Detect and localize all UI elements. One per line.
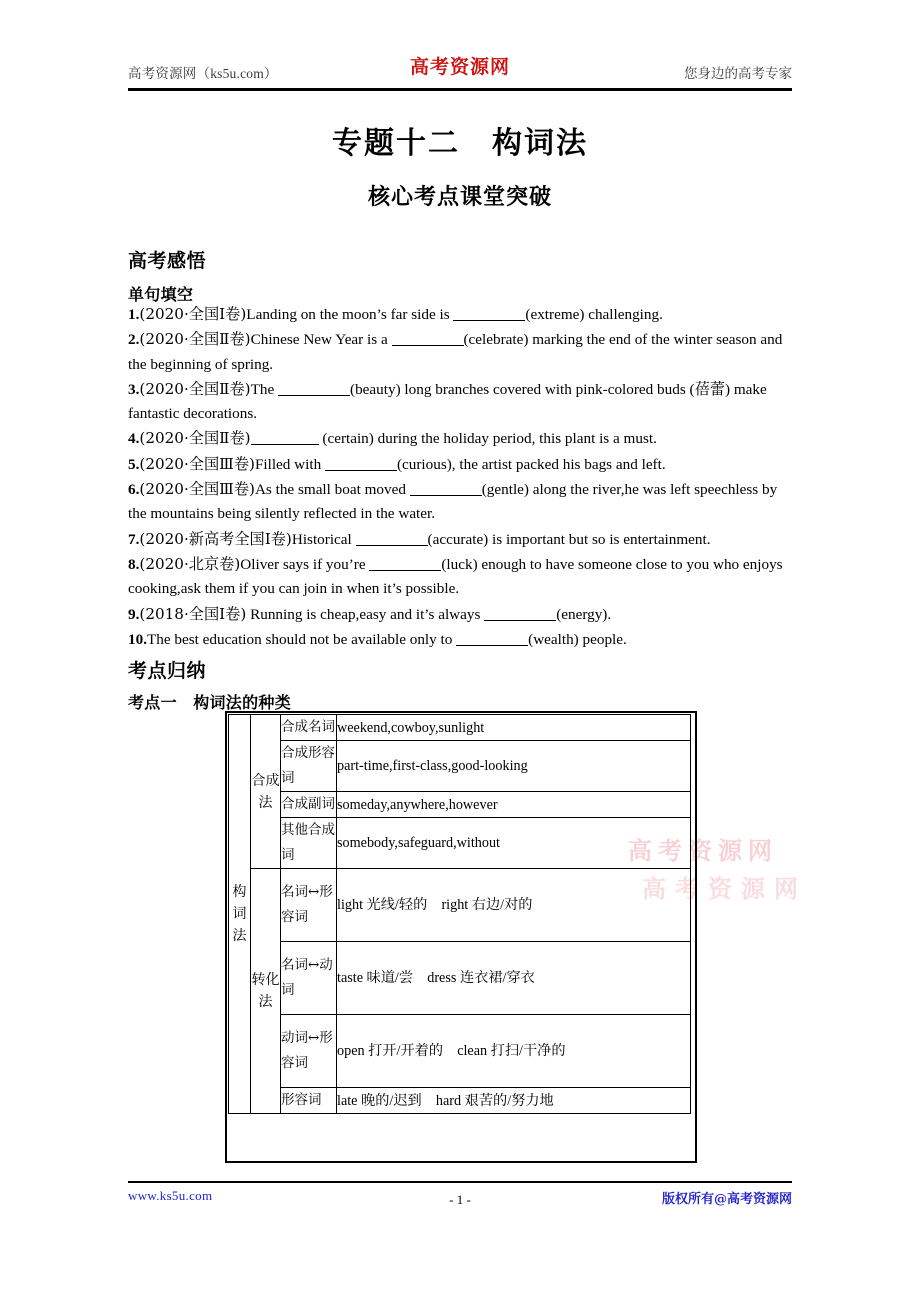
section-heading-summary: 考点归纳 <box>128 660 207 682</box>
question-text-after: (certain) during the holiday period, this plant is a must. <box>318 430 657 448</box>
table-row <box>229 792 691 818</box>
question-source: (2020·全国Ⅱ卷) <box>139 379 251 398</box>
question-text-after: (accurate) is important but so is entertainment. <box>427 530 711 548</box>
table-row <box>229 1088 691 1114</box>
question-text-after: (luck) enough to have someone close to you who enjoys cooking,ask them if you can join in when it’s possible. <box>128 555 783 598</box>
header-divider <box>128 88 792 91</box>
table-cell-kind: 名词↔动词 <box>281 942 337 1015</box>
answer-blank[interactable] <box>484 620 556 621</box>
question-text-after: (energy). <box>556 605 612 623</box>
answer-blank[interactable] <box>251 444 319 445</box>
question-text-after: (beauty) long branches covered with pink-colored buds (蓓蕾) make fantastic decorations. <box>128 380 767 423</box>
question-source: (2020·全国Ⅰ卷) <box>139 305 247 323</box>
page-subtitle: 核心考点课堂突破 <box>367 185 552 210</box>
table-cell-examples: weekend,cowboy,sunlight <box>337 715 691 741</box>
watermark-line-1: 高考资源网 <box>628 836 778 865</box>
question-number: 5. <box>128 455 140 473</box>
question-text-before: The <box>250 380 279 398</box>
question-text-before: Chinese New Year is a <box>250 331 392 349</box>
question-text-before: Filled with <box>254 455 325 473</box>
table-cell-kind: 动词↔形容词 <box>281 1015 337 1088</box>
question-item <box>128 302 796 327</box>
question-number: 3. <box>128 380 140 398</box>
watermark-line-2: 高考资源网 <box>642 874 807 903</box>
table-cell-examples: late 晚的/迟到 hard 艰苦的/努力地 <box>337 1088 691 1114</box>
question-source: (2020·北京卷) <box>139 554 241 573</box>
answer-blank[interactable] <box>456 645 528 646</box>
question-item <box>128 627 796 652</box>
word-formation-table <box>228 714 691 1114</box>
question-number: 7. <box>128 530 140 548</box>
answer-blank[interactable] <box>369 570 441 571</box>
header-site-name: 高考资源网（ks5u.com） <box>128 66 278 81</box>
question-item <box>128 477 796 527</box>
question-text-before: Running is cheap,easy and it’s always <box>246 605 485 623</box>
question-text-after: (wealth) people. <box>528 630 627 648</box>
table-cell-examples: open 打开/开着的 clean 打扫/干净的 <box>337 1015 691 1088</box>
footer-copyright: 版权所有@高考资源网 <box>661 1192 792 1207</box>
question-source: (2020·全国Ⅱ卷) <box>139 429 251 448</box>
footer-divider <box>128 1181 792 1183</box>
question-number: 2. <box>128 331 140 349</box>
answer-blank[interactable] <box>278 395 350 396</box>
page-footer <box>128 1188 792 1212</box>
question-number: 4. <box>128 430 140 448</box>
question-number: 6. <box>128 481 140 499</box>
question-item <box>128 527 796 552</box>
table-row <box>229 715 691 741</box>
question-source: (2020·全国Ⅱ卷) <box>139 330 251 349</box>
question-text-before: Historical <box>291 530 356 548</box>
table-row <box>229 869 691 942</box>
table-cell-examples: someday,anywhere,however <box>337 792 691 818</box>
question-item <box>128 452 796 477</box>
question-text-after: (curious), the artist packed his bags and left. <box>396 455 666 473</box>
section-heading-point-one: 考点一 构词法的种类 <box>128 693 292 712</box>
table-cell-root-label: 构词法 <box>229 715 251 1114</box>
table-row <box>229 741 691 792</box>
answer-blank[interactable] <box>453 320 525 321</box>
table-cell-kind: 其他合成词 <box>281 818 337 869</box>
question-source: (2020·新高考全国Ⅰ卷) <box>139 529 292 548</box>
table-cell-group-label: 转化法 <box>251 869 281 1114</box>
question-text-after: (extreme) challenging. <box>525 306 663 323</box>
answer-blank[interactable] <box>356 545 428 546</box>
page-title: 专题十二 构词法 <box>332 126 588 161</box>
question-text-before: Landing on the moon’s far side is <box>246 306 454 323</box>
table-row <box>229 942 691 1015</box>
footer-page-number: - 1 - <box>449 1192 471 1207</box>
question-item <box>128 552 796 602</box>
question-item <box>128 327 796 377</box>
question-item <box>128 602 796 627</box>
question-number: 9. <box>128 605 140 623</box>
question-number: 8. <box>128 555 140 573</box>
table-cell-examples: somebody,safeguard,without <box>337 818 691 869</box>
question-text-before: The best education should not be available only to <box>146 630 457 648</box>
answer-blank[interactable] <box>392 345 464 346</box>
answer-blank[interactable] <box>325 470 397 471</box>
header-logo: 高考资源网 <box>409 56 511 78</box>
footer-website-link[interactable]: www.ks5u.com <box>128 1188 213 1203</box>
question-list <box>128 302 796 652</box>
header-slogan: 您身边的高考专家 <box>684 66 792 81</box>
table-cell-examples: light 光线/轻的 right 右边/对的 <box>337 869 691 942</box>
section-heading-fill-blank: 单句填空 <box>128 285 194 304</box>
question-source: (2018·全国Ⅰ卷) <box>139 604 247 623</box>
table-cell-group-label: 合成法 <box>251 715 281 869</box>
table-row <box>229 818 691 869</box>
table-cell-kind: 形容词 <box>281 1088 337 1114</box>
question-number: 1. <box>128 306 140 323</box>
table-cell-examples: part-time,first-class,good-looking <box>337 741 691 792</box>
question-item <box>128 426 796 451</box>
question-source: (2020·全国Ⅲ卷) <box>139 480 255 499</box>
table-cell-examples: taste 味道/尝 dress 连衣裙/穿衣 <box>337 942 691 1015</box>
answer-blank[interactable] <box>410 495 482 496</box>
question-number: 10. <box>128 630 147 648</box>
table-cell-kind: 合成形容词 <box>281 741 337 792</box>
question-text-after: (celebrate) marking the end of the winter season and the beginning of spring. <box>128 331 783 373</box>
table-cell-kind: 合成副词 <box>281 792 337 818</box>
section-heading-insight: 高考感悟 <box>128 250 207 272</box>
question-source: (2020·全国Ⅲ卷) <box>139 454 255 473</box>
table-cell-kind: 合成名词 <box>281 715 337 741</box>
table-row <box>229 1015 691 1088</box>
table-cell-kind: 名词↔形容词 <box>281 869 337 942</box>
question-text-before: As the small boat moved <box>254 481 410 499</box>
question-item <box>128 377 796 427</box>
question-text-after: (gentle) along the river,he was left speechless by the mountains being silently reflected in the water. <box>128 481 778 523</box>
page-header <box>128 52 792 88</box>
question-text-before: Oliver says if you’re <box>240 555 370 573</box>
